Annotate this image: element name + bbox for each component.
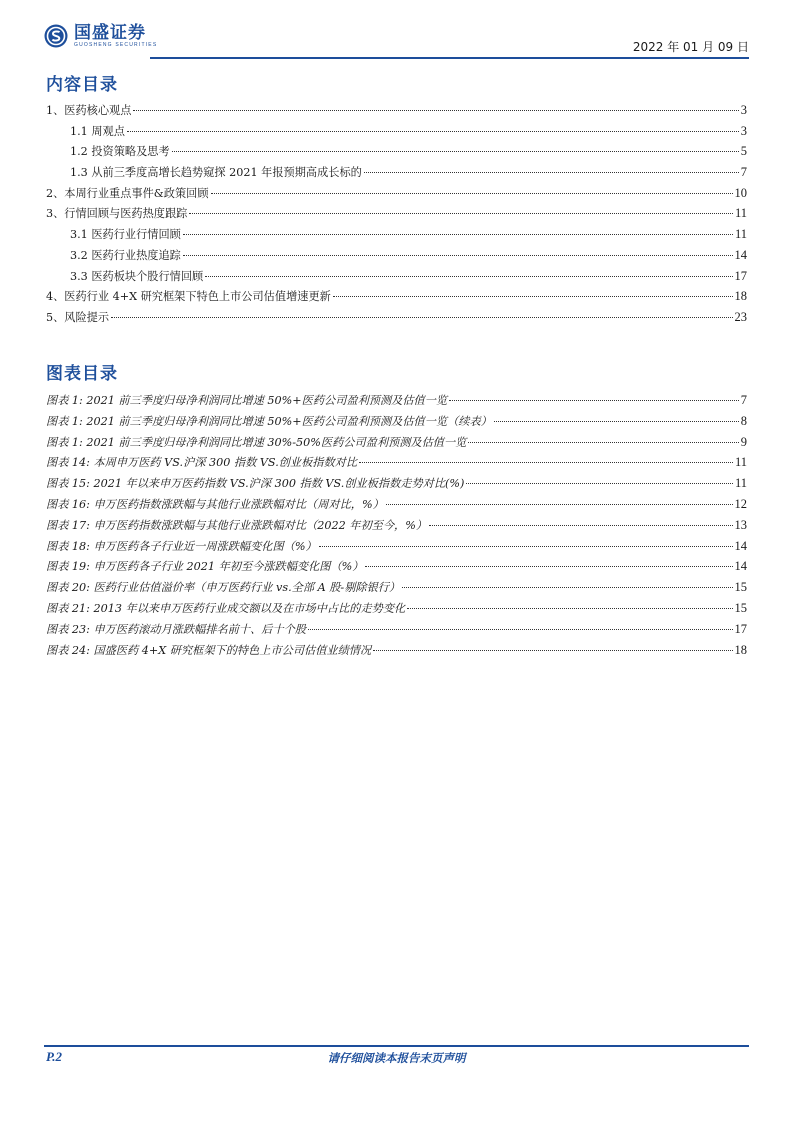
toc-entry-page: 14 [734, 247, 747, 262]
dot-leader [359, 462, 733, 463]
lof-title: 图表目录 [46, 364, 118, 384]
toc-entry[interactable] [46, 102, 747, 123]
figure-entry-label: 图表 23: 申万医药滚动月涨跌幅排名前十、后十个股 [46, 622, 307, 636]
toc-list [46, 102, 747, 330]
figure-entry-page: 11 [734, 476, 747, 491]
toc-entry[interactable] [46, 268, 747, 289]
footer-divider [44, 1045, 749, 1047]
toc-entry-page: 3 [740, 103, 747, 117]
toc-entry-page: 7 [740, 165, 747, 180]
dot-leader [319, 546, 733, 547]
dot-leader [183, 234, 733, 235]
toc-entry-label: 1.2 投资策略及思考 [70, 145, 170, 159]
figure-entry[interactable] [46, 642, 747, 663]
figure-entry-label: 图表 18: 申万医药各子行业近一周涨跌幅变化图（%） [46, 539, 317, 553]
page-number: P.2 [46, 1049, 63, 1064]
toc-entry-label: 5、风险提示 [46, 310, 110, 324]
dot-leader [205, 276, 732, 277]
dot-leader [183, 255, 733, 256]
dot-leader [429, 525, 732, 526]
figure-entry[interactable] [46, 600, 747, 621]
figure-entry-label: 图表 16: 申万医药指数涨跌幅与其他行业涨跌幅对比（周对比，%） [46, 497, 384, 511]
figure-list [46, 392, 747, 662]
figure-entry-label: 图表 1: 2021 前三季度归母净利润同比增速 50%+医药公司盈利预测及估值一览 [46, 394, 448, 407]
figure-entry[interactable] [46, 538, 747, 559]
dot-leader [407, 608, 732, 609]
figure-entry[interactable] [46, 454, 747, 475]
toc-entry-label: 1.3 从前三季度高增长趋势窥探 2021 年报预期高成长标的 [70, 166, 362, 180]
figure-entry-label: 图表 19: 申万医药各子行业 2021 年初至今涨跌幅变化图（%） [46, 560, 364, 574]
toc-entry[interactable] [46, 164, 747, 185]
figure-entry-page: 15 [734, 580, 747, 595]
figure-entry-label: 图表 20: 医药行业估值溢价率（申万医药行业 vs.全部 A 股-剔除银行） [46, 581, 401, 595]
toc-entry[interactable] [46, 309, 747, 330]
figure-entry-page: 7 [740, 393, 747, 407]
figure-entry-page: 8 [740, 413, 747, 428]
dot-leader [449, 400, 739, 401]
figure-entry-label: 图表 24: 国盛医药 4+X 研究框架下的特色上市公司估值业绩情况 [46, 643, 372, 657]
dot-leader [133, 110, 738, 111]
figure-entry[interactable] [46, 413, 747, 434]
figure-entry[interactable] [46, 434, 747, 455]
toc-entry-page: 23 [734, 309, 747, 324]
figure-entry-page: 11 [734, 455, 747, 470]
figure-entry[interactable] [46, 475, 747, 496]
figure-entry-page: 17 [734, 621, 747, 636]
toc-entry-label: 2、本周行业重点事件&政策回顾 [46, 186, 209, 200]
toc-title: 内容目录 [46, 75, 118, 95]
dot-leader [365, 566, 732, 567]
figure-entry-page: 15 [734, 600, 747, 615]
dot-leader [373, 650, 732, 651]
figure-entry-label: 图表 1: 2021 前三季度归母净利润同比增速 50%+医药公司盈利预测及估值一览（续表） [46, 414, 492, 428]
figure-entry-page: 14 [734, 538, 747, 553]
toc-entry[interactable] [46, 247, 747, 268]
dot-leader [386, 504, 733, 505]
toc-entry-page: 11 [734, 227, 747, 242]
toc-entry-page: 17 [734, 268, 747, 283]
toc-entry-page: 5 [740, 144, 747, 159]
dot-leader [402, 587, 732, 588]
dot-leader [466, 483, 733, 484]
toc-entry-label: 3.3 医药板块个股行情回顾 [70, 269, 204, 283]
toc-entry-page: 11 [734, 206, 747, 221]
figure-entry-label: 图表 17: 申万医药指数涨跌幅与其他行业涨跌幅对比（2022 年初至今，%） [46, 518, 428, 532]
dot-leader [127, 131, 739, 132]
company-logo [44, 24, 157, 48]
figure-entry-label: 图表 21: 2013 年以来申万医药行业成交额以及在市场中占比的走势变化 [46, 601, 406, 615]
toc-entry[interactable] [46, 205, 747, 226]
logo-english-name: GUOSHENG SECURITIES [74, 42, 158, 48]
toc-entry-page: 18 [734, 289, 747, 304]
dot-leader [494, 421, 739, 422]
dot-leader [364, 172, 739, 173]
toc-entry-label: 3.1 医药行业行情回顾 [70, 228, 181, 242]
figure-entry[interactable] [46, 621, 747, 642]
figure-entry-page: 14 [734, 559, 747, 574]
figure-entry-page: 12 [734, 496, 747, 511]
guosheng-logo-icon [44, 24, 68, 48]
figure-entry-page: 18 [734, 642, 747, 657]
toc-entry[interactable] [46, 123, 747, 144]
dot-leader [189, 213, 733, 214]
figure-entry[interactable] [46, 579, 747, 600]
figure-entry[interactable] [46, 517, 747, 538]
dot-leader [308, 629, 732, 630]
toc-entry-label: 1.1 周观点 [70, 124, 125, 138]
report-date: 2022 年 01 月 09 日 [632, 40, 749, 54]
figure-entry-label: 图表 14: 本周申万医药 VS.沪深 300 指数 VS.创业板指数对比 [46, 456, 358, 470]
logo-chinese-name: 国盛证券 [74, 23, 146, 43]
dot-leader [172, 151, 739, 152]
page-header [0, 0, 793, 64]
toc-entry-label: 4、医药行业 4+X 研究框架下特色上市公司估值增速更新 [46, 290, 331, 304]
toc-entry[interactable] [46, 143, 747, 164]
dot-leader [211, 193, 733, 194]
toc-entry-label: 1、医药核心观点 [46, 104, 132, 117]
toc-entry-page: 3 [740, 123, 747, 138]
figure-entry-label: 图表 1: 2021 前三季度归母净利润同比增速 30%-50%医药公司盈利预测及估值一览 [46, 435, 467, 449]
figure-entry[interactable] [46, 558, 747, 579]
figure-entry-label: 图表 15: 2021 年以来申万医药指数 VS.沪深 300 指数 VS.创业板指数走势对比(%) [46, 477, 465, 491]
toc-entry[interactable] [46, 226, 747, 247]
dot-leader [111, 317, 732, 318]
dot-leader [333, 296, 733, 297]
figure-entry-page: 9 [740, 434, 747, 449]
figure-entry[interactable] [46, 496, 747, 517]
figure-entry-page: 13 [734, 517, 747, 532]
toc-entry-page: 10 [734, 185, 747, 200]
toc-entry[interactable] [46, 185, 747, 206]
toc-entry-label: 3.2 医药行业热度追踪 [70, 248, 181, 262]
header-divider [150, 57, 749, 59]
figure-entry[interactable] [46, 392, 747, 413]
dot-leader [468, 442, 738, 443]
toc-entry[interactable] [46, 288, 747, 309]
toc-entry-label: 3、行情回顾与医药热度跟踪 [46, 207, 188, 221]
disclaimer-note: 请仔细阅读本报告末页声明 [327, 1051, 466, 1065]
